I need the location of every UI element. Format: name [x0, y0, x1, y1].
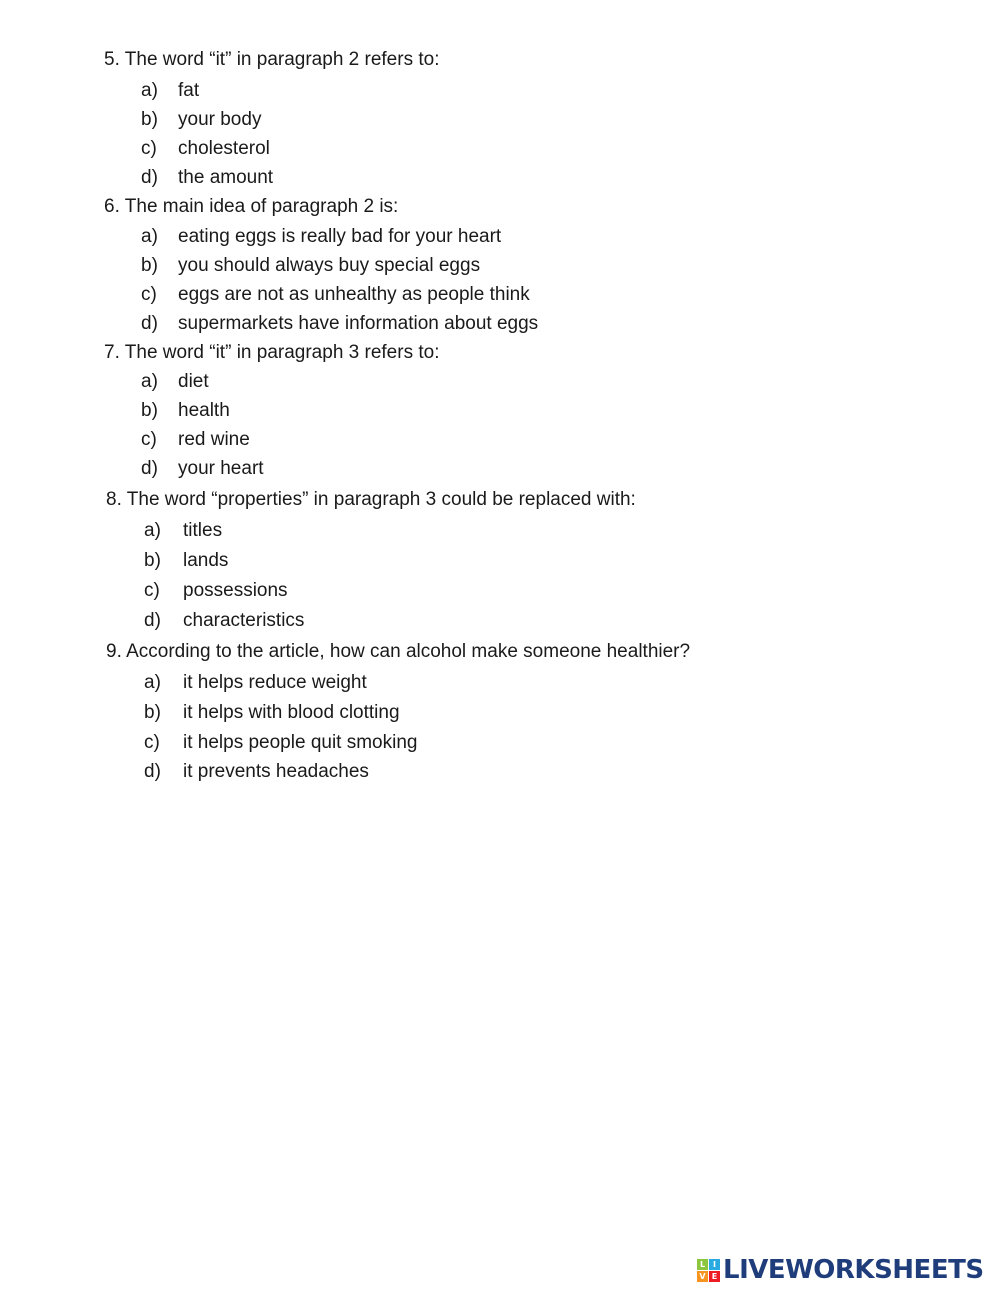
option-letter: d) [141, 313, 158, 334]
option-text: it prevents headaches [183, 761, 369, 782]
option-letter: c) [141, 284, 157, 305]
option-letter: c) [144, 732, 160, 753]
option-text: it helps reduce weight [183, 672, 367, 693]
question-6: 6. The main idea of paragraph 2 is: [104, 196, 399, 217]
option-text: eggs are not as unhealthy as people think [178, 284, 530, 305]
option-text: supermarkets have information about eggs [178, 313, 539, 334]
option-text: cholesterol [178, 138, 270, 159]
option-letter: a) [141, 371, 158, 392]
option-text: the amount [178, 167, 274, 188]
logo-mark-letter-i: I [709, 1259, 720, 1270]
option-letter: b) [141, 109, 158, 130]
option-letter: d) [141, 458, 158, 479]
option-text: titles [183, 520, 223, 541]
option-text: your body [178, 109, 262, 130]
liveworksheets-logo[interactable] [697, 1255, 984, 1285]
option-letter: c) [144, 580, 160, 601]
option-letter: c) [141, 138, 157, 159]
option-text: lands [183, 550, 229, 571]
question-7: 7. The word “it” in paragraph 3 refers to: [104, 342, 440, 363]
option-text: diet [178, 371, 209, 392]
option-text: fat [178, 80, 200, 101]
option-text: your heart [178, 458, 264, 479]
option-text: eating eggs is really bad for your heart [178, 226, 502, 247]
option-letter: c) [141, 429, 157, 450]
logo-mark-letter-l: L [697, 1259, 708, 1270]
option-letter: b) [141, 400, 158, 421]
option-text: you should always buy special eggs [178, 255, 481, 276]
option-text: it helps with blood clotting [183, 702, 400, 723]
option-text: possessions [183, 580, 288, 601]
option-letter: b) [144, 550, 161, 571]
option-letter: b) [144, 702, 161, 723]
option-letter: d) [144, 761, 161, 782]
logo-wordmark: LIVEWORKSHEETS [723, 1255, 984, 1285]
option-letter: b) [141, 255, 158, 276]
option-text: it helps people quit smoking [183, 732, 418, 753]
option-text: health [178, 400, 230, 421]
logo-mark-letter-e: E [709, 1271, 720, 1282]
option-letter: a) [144, 672, 161, 693]
logo-mark-icon [697, 1259, 720, 1282]
option-letter: a) [141, 80, 158, 101]
logo-mark-letter-v: V [697, 1271, 708, 1282]
option-letter: d) [141, 167, 158, 188]
question-5: 5. The word “it” in paragraph 2 refers to: [104, 49, 440, 70]
option-letter: a) [144, 520, 161, 541]
option-letter: a) [141, 226, 158, 247]
option-letter: d) [144, 610, 161, 631]
question-8: 8. The word “properties” in paragraph 3 could be replaced with: [106, 489, 636, 510]
option-text: characteristics [183, 610, 305, 631]
question-9: 9. According to the article, how can alcohol make someone healthier? [106, 641, 691, 662]
option-text: red wine [178, 429, 250, 450]
